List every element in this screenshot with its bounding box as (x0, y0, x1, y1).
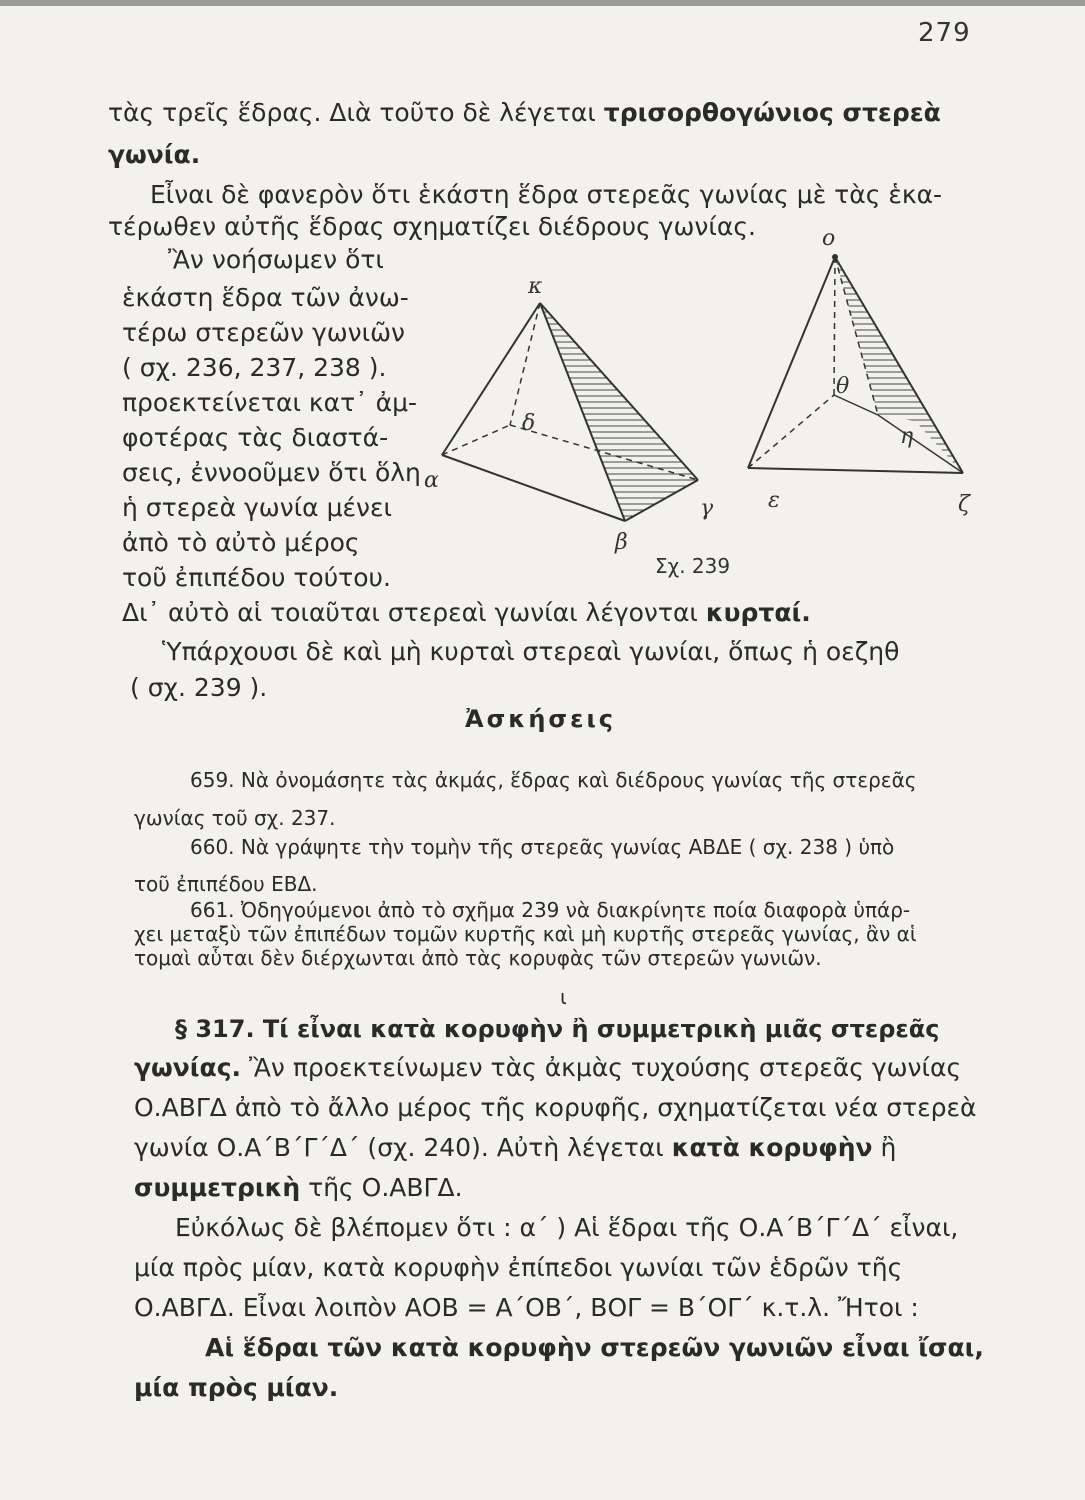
exercise-661-line2: χει μεταξὺ τῶν ἐπιπέδων τομῶν κυρτῆς καὶ μὴ κυρτῆς στερεᾶς γωνίας, ἂν αἱ (134, 922, 917, 946)
section-317-line2-text: Ἂν προεκτείνωμεν τὰς ἀκμὰς τυχούσης στερεᾶς γωνίας (241, 1053, 962, 1082)
section-317-line6: Εὐκόλως δὲ βλέπομεν ὅτι : α΄ ) Αἱ ἕδραι τῆς Ο.Α΄Β΄Γ΄Δ΄ εἶναι, (175, 1213, 959, 1242)
para3-bold-term: κυρταί. (705, 598, 811, 627)
para2-line1: Εἶναι δὲ φανερὸν ὅτι ἑκάστη ἕδρα στερεᾶς γωνίας μὲ τὰς ἑκα- (150, 180, 943, 209)
label-b: β (615, 530, 628, 555)
section-317-line5-text: τῆς Ο.ΑΒΓΔ. (300, 1173, 463, 1202)
exercises-heading: Ἀσκήσεις (465, 705, 617, 733)
para3-line: τοῦ ἐπιπέδου τούτου. (122, 563, 391, 592)
exercise-660-line2: τοῦ ἐπιπέδου ΕΒΔ. (134, 872, 318, 896)
edge-e-z (748, 468, 963, 473)
para3-line: ( σχ. 236, 237, 238 ). (122, 353, 387, 382)
label-k: κ (528, 274, 543, 299)
section-317-line5 (134, 1173, 463, 1203)
exercise-661-line1: 661. Ὀδηγούμενοι ἀπὸ τὸ σχῆμα 239 νὰ διακρίνητε ποία διαφορὰ ὑπάρ- (190, 898, 911, 922)
exercise-659-line2: γωνίας τοῦ σχ. 237. (134, 806, 336, 830)
label-g: γ (700, 496, 714, 521)
para3-line: ἡ στερεὰ γωνία μένει (122, 493, 392, 522)
para3-line: ἑκάστη ἕδρα τῶν ἀνω- (122, 283, 409, 312)
figure-caption: Σχ. 239 (655, 554, 731, 578)
edge-o-th (834, 257, 835, 395)
section-317-line8: Ο.ΑΒΓΔ. Εἶναι λοιπὸν ΑΟΒ = Α΄ΟΒ΄, ΒΟΓ = Β΄ΟΓ΄ κ.τ.λ. Ἤτοι : (134, 1293, 919, 1322)
label-d: δ (522, 411, 536, 436)
section-317-line4-text: γωνία Ο.Α΄Β΄Γ΄Δ΄ (σχ. 240). Αὐτὴ λέγεται (134, 1133, 672, 1162)
para1-line1 (108, 98, 941, 128)
para3-line: τέρω στερεῶν γωνιῶν (122, 318, 406, 347)
section-317-bold-term: κατὰ κορυφὴν (671, 1133, 873, 1162)
figure-svg (410, 225, 990, 585)
para3-last-line (122, 598, 811, 628)
para3-last-text: Δι᾽ αὐτὸ αἱ τοιαῦται στερεαὶ γωνίαι λέγονται (122, 598, 706, 627)
label-a: α (424, 468, 439, 493)
para4-line1: Ὑπάρχουσι δὲ καὶ μὴ κυρταὶ στερεαὶ γωνίαι, ὅπως ἡ οεζηθ (162, 637, 900, 666)
label-h: η (900, 424, 914, 449)
label-e: ε (768, 488, 780, 513)
para1-text: τὰς τρεῖς ἕδρας. Διὰ τοῦτο δὲ λέγεται (108, 98, 604, 127)
label-z: ζ (958, 492, 970, 517)
para1-bold-term: τρισορθογώνιος στερεὰ (603, 98, 941, 127)
section-317-line7: μία πρὸς μίαν, κατὰ κορυφὴν ἐπίπεδοι γωνίαι τῶν ἑδρῶν τῆς (134, 1253, 903, 1282)
edge-a-b (442, 455, 625, 521)
para3-line: σεις, ἐννοοῦμεν ὅτι ὅλη (122, 458, 421, 487)
edge-o-z (835, 257, 963, 473)
edge-e-th (748, 395, 834, 468)
section-317-line3: Ο.ΑΒΓΔ ἀπὸ τὸ ἄλλο μέρος τῆς κορυφῆς, σχηματίζεται νέα στερεὰ (134, 1093, 977, 1122)
section-317-line2 (134, 1053, 961, 1083)
para4-line2: ( σχ. 239 ). (130, 673, 268, 702)
exercise-661-line3: τομαὶ αὗται δὲν διέρχωνται ἀπὸ τὰς κορυφὰς τῶν στερεῶν γωνιῶν. (134, 946, 822, 970)
exercise-660-line1: 660. Νὰ γράψητε τὴν τομὴν τῆς στερεᾶς γωνίας ΑΒΔΕ ( σχ. 238 ) ὑπὸ (190, 835, 895, 859)
para3-line: Ἂν νοήσωμεν ὅτι (168, 245, 384, 274)
top-edge-line (0, 0, 1085, 6)
section-317-title: § 317. Τί εἶναι κατὰ κορυφὴν ἢ συμμετρικὴ μιᾶς στερεᾶς (175, 1015, 940, 1043)
para3-line: προεκτείνεται κατ᾽ ἀμ- (122, 388, 418, 417)
figure-239 (410, 225, 990, 585)
page-number: 279 (918, 18, 971, 48)
section-317-line4 (134, 1133, 896, 1163)
para3-line: φοτέρας τὰς διαστά- (122, 423, 389, 452)
section-317-bold-word: γωνίας. (134, 1053, 242, 1082)
para3-line: ἀπὸ τὸ αὐτὸ μέρος (122, 528, 360, 557)
label-th: θ (836, 374, 850, 399)
edge-o-e (748, 257, 835, 468)
pyramid-shaded-face (540, 303, 698, 521)
label-o: ο (822, 226, 836, 251)
section-317-bold-term2: συμμετρικὴ (134, 1173, 301, 1202)
exercise-659-line1: 659. Νὰ ὀνομάσητε τὰς ἀκμάς, ἕδρας καὶ διέδρους γωνίας τῆς στερεᾶς (190, 768, 917, 792)
edge-k-d (510, 303, 540, 425)
section-317-rule-line2: μία πρὸς μίαν. (134, 1373, 339, 1402)
section-317-line4-end: ἢ (872, 1133, 897, 1162)
section-317-rule-line1: Αἱ ἕδραι τῶν κατὰ κορυφὴν στερεῶν γωνιῶν εἶναι ἴσαι, (205, 1333, 984, 1362)
vertex-o-dot (832, 254, 838, 260)
para1-line2: γωνία. (108, 140, 201, 169)
stray-mark: ι (560, 985, 567, 1009)
para2-line2: τέρωθεν αὐτῆς ἕδρας σχηματίζει διέδρους γωνίας. (108, 212, 756, 241)
